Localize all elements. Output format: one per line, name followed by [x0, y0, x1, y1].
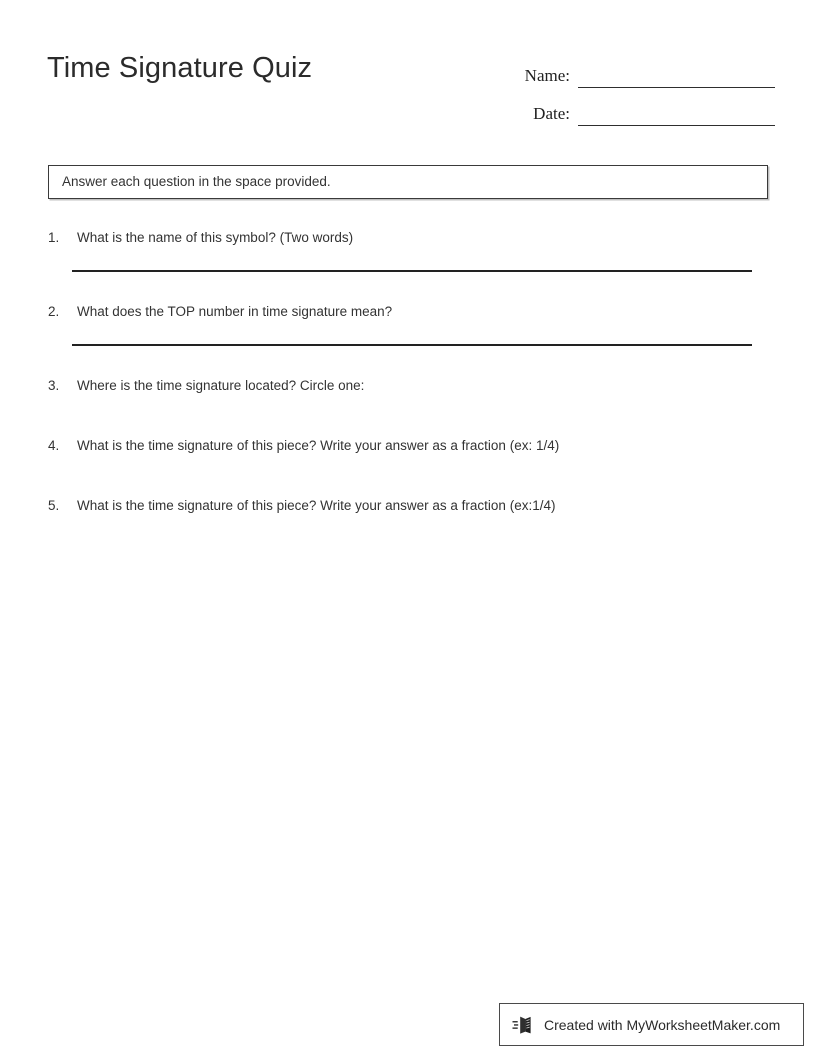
question-text: What is the time signature of this piece? Write your answer as a fraction (ex: 1/4) — [77, 438, 560, 453]
instruction-box — [48, 165, 768, 199]
question-number: 2. — [48, 304, 60, 319]
question-head — [48, 496, 768, 516]
question-list — [48, 228, 768, 516]
name-field-row — [500, 50, 775, 88]
question-item — [48, 436, 768, 456]
question-number: 1. — [48, 230, 60, 245]
question-head — [48, 228, 768, 248]
page-title: Time Signature Quiz — [47, 52, 313, 84]
date-input-line[interactable] — [578, 105, 775, 126]
date-field-row — [500, 88, 775, 126]
date-label: Date: — [533, 104, 570, 123]
footer-badge[interactable] — [499, 1003, 804, 1046]
question-number: 3. — [48, 378, 60, 393]
myworksheetmaker-logo-icon — [512, 1013, 536, 1037]
question-head — [48, 436, 768, 456]
question-text: What is the name of this symbol? (Two words) — [77, 230, 354, 245]
question-text: What is the time signature of this piece? Write your answer as a fraction (ex:1/4) — [77, 498, 556, 513]
name-date-block — [500, 50, 775, 126]
question-item — [48, 376, 768, 396]
question-text: What does the TOP number in time signature mean? — [77, 304, 393, 319]
question-item — [48, 228, 768, 272]
name-input-line[interactable] — [578, 67, 775, 88]
question-head — [48, 302, 768, 322]
answer-line[interactable] — [72, 344, 752, 346]
footer-badge-text: Created with MyWorksheetMaker.com — [544, 1016, 781, 1033]
question-item — [48, 496, 768, 516]
question-item — [48, 302, 768, 346]
question-number: 5. — [48, 498, 60, 513]
question-head — [48, 376, 768, 396]
question-number: 4. — [48, 438, 60, 453]
name-label: Name: — [524, 66, 570, 85]
answer-line[interactable] — [72, 270, 752, 272]
instruction-text: Answer each question in the space provided. — [62, 174, 331, 189]
question-text: Where is the time signature located? Circle one: — [77, 378, 365, 393]
